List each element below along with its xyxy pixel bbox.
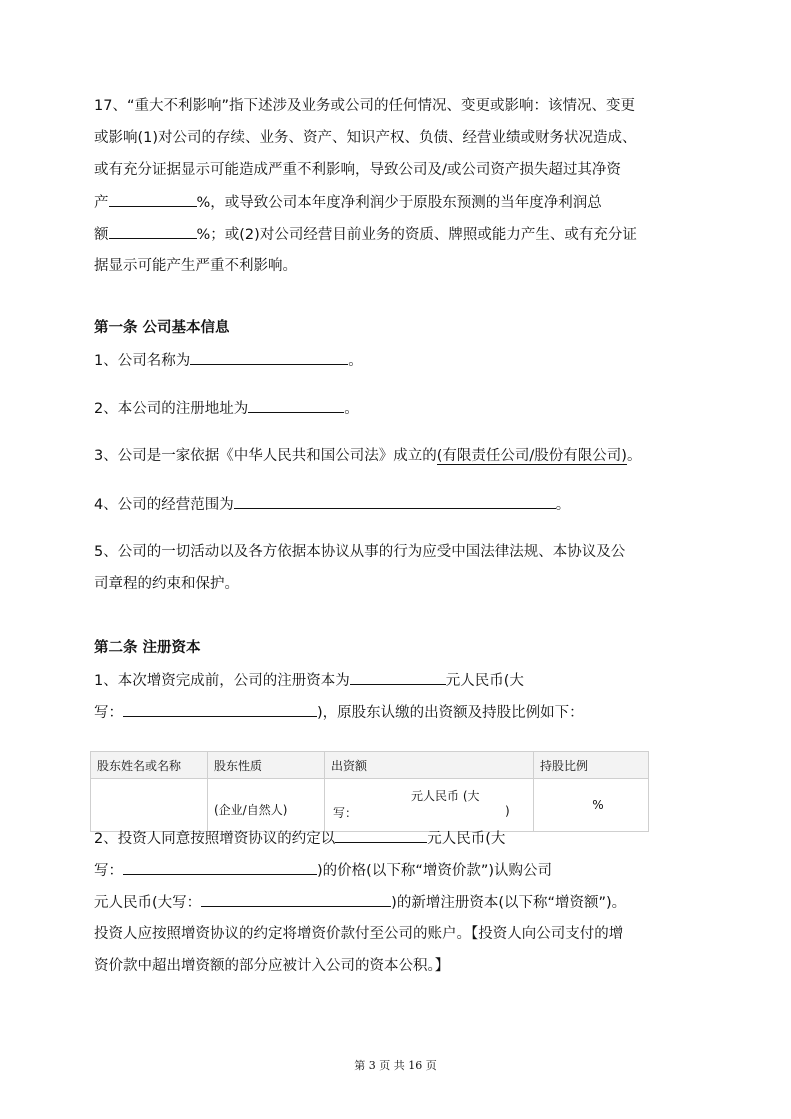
- blank-registered-capital: [350, 670, 446, 685]
- header-holder-type: 股东性质: [208, 752, 325, 779]
- article2-item2-line5: 资价款中超出增资额的部分应被计入公司的资本公积。】: [94, 958, 450, 974]
- page-footer: 第 3 页 共 16 页: [354, 1059, 437, 1072]
- blank-business-scope: [234, 494, 556, 509]
- header-contribution: 出资额: [325, 752, 534, 779]
- cell-ratio: %: [534, 779, 649, 832]
- item2-end: 。: [344, 401, 359, 417]
- article2-item1-line2: [94, 702, 584, 723]
- blank-new-capital-words: [201, 892, 391, 907]
- item4-text: 4、公司的经营范围为: [94, 497, 234, 513]
- item1-text: 1、公司名称为: [94, 353, 191, 369]
- article1-item1: [94, 350, 363, 371]
- blank-capital-price-words: [123, 860, 317, 875]
- a2-item2-text: 2、投资人同意按照增资协议的约定以: [94, 831, 336, 847]
- blank-registered-address: [248, 398, 344, 413]
- item3-end: 。: [626, 448, 642, 464]
- a2-item2-rest2: )的新增注册资本(以下称“增资额”)。: [391, 895, 627, 911]
- article2-item2-line2: [94, 860, 552, 881]
- blank-capital-price: [335, 828, 427, 843]
- para17-line5-end: %；或(2)对公司经营目前业务的资质、牌照或能力产生、或有充分证: [196, 227, 637, 243]
- item3-text: 3、公司是一家依据《中华人民共和国公司法》成立的: [94, 448, 437, 464]
- para17-line5-start: 额: [94, 227, 109, 243]
- article1-title: 第一条 公司基本信息: [94, 320, 230, 336]
- item1-end: 。: [348, 353, 363, 369]
- cell-contribution-write: 写：: [333, 806, 358, 820]
- article1-item5-line2: 司章程的约束和保护。: [94, 576, 239, 592]
- a2-item1-text: 1、本次增资完成前，公司的注册资本为: [94, 673, 350, 689]
- item4-end: 。: [555, 497, 571, 513]
- blank-company-name: [190, 350, 348, 365]
- article1-item2: [94, 398, 359, 419]
- article1-item4: [94, 494, 570, 515]
- cell-contribution: [325, 779, 534, 832]
- a2-item2-rest: )的价格(以下称“增资价款”)认购公司: [317, 863, 552, 879]
- article2-item1-line1: [94, 670, 524, 691]
- table-row: [91, 779, 649, 832]
- para17-line4-end: %，或导致公司本年度净利润少于原股东预测的当年度净利润总: [196, 195, 602, 211]
- blank-registered-capital-words: [123, 702, 317, 717]
- article2-item2-line1: [94, 828, 505, 849]
- a2-item2-write: 写：: [94, 863, 123, 879]
- shareholder-table: [90, 751, 649, 832]
- header-ratio: 持股比例: [534, 752, 649, 779]
- cell-holder-name: [91, 779, 208, 832]
- a2-item2-unit2: 元人民币(大写：: [94, 895, 202, 911]
- item2-text: 2、本公司的注册地址为: [94, 401, 249, 417]
- para17-line5: [94, 224, 637, 245]
- para17-line4-start: 产: [94, 195, 109, 211]
- a2-item1-rest: )，原股东认缴的出资额及持股比例如下：: [317, 705, 584, 721]
- para17-line1: 17、“重大不利影响”指下述涉及业务或公司的任何情况、变更或影响：该情况、变更: [94, 98, 635, 114]
- para17-line3: 或有充分证据显示可能造成严重不利影响，导致公司及/或公司资产损失超过其净资: [94, 162, 621, 178]
- article2-item2-line3: [94, 892, 626, 913]
- a2-item1-write: 写：: [94, 705, 123, 721]
- cell-holder-type: (企业/自然人): [208, 779, 325, 832]
- cell-contribution-close: ): [505, 804, 510, 818]
- header-holder-name: 股东姓名或名称: [91, 752, 208, 779]
- blank-net-asset-percent: [109, 192, 197, 207]
- para17-line2: 或影响(1)对公司的存续、业务、资产、知识产权、负债、经营业绩或财务状况造成、: [94, 130, 637, 146]
- blank-net-profit-percent: [109, 224, 197, 239]
- cell-contribution-unit: 元人民币 (大: [411, 789, 480, 803]
- a2-item2-unit: 元人民币(大: [427, 831, 506, 847]
- a2-item1-unit: 元人民币(大: [445, 673, 524, 689]
- article1-item3: [94, 446, 641, 466]
- company-type-underlined: (有限责任公司/股份有限公司): [436, 448, 627, 464]
- para17-line6: 据显示可能产生严重不利影响。: [94, 258, 297, 274]
- article1-item5-line1: 5、公司的一切活动以及各方依据本协议从事的行为应受中国法律法规、本协议及公: [94, 544, 626, 560]
- article2-item2-line4: 投资人应按照增资协议的约定将增资价款付至公司的账户。【投资人向公司支付的增: [94, 926, 624, 942]
- table-header-row: [91, 752, 649, 779]
- para17-line4: [94, 192, 602, 213]
- article2-title: 第二条 注册资本: [94, 640, 201, 656]
